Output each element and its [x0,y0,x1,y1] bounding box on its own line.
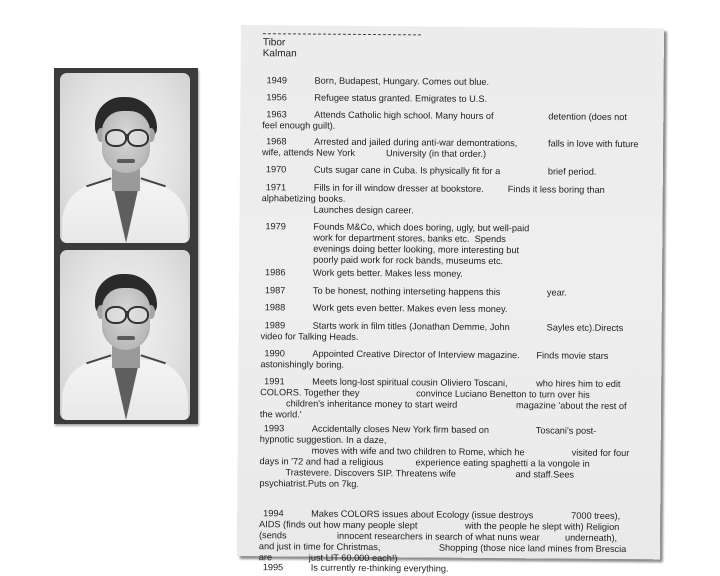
entry-year: 1993 [263,423,285,434]
timeline-entry [263,75,653,87]
entry-text-line: work for department stores, banks etc. Spends [313,232,506,245]
entry-text-line: (sends [258,530,287,541]
entry-text-line: the world.' [259,409,302,420]
timeline-entry [261,136,652,159]
entry-text-line: just LIT 60.000 each!) [308,552,398,564]
entry-year: 1949 [266,75,288,86]
entry-text-line: Refugee status granted. Emigrates to U.S. [314,92,488,104]
timeline-entry [261,285,651,298]
portrait-photo-1 [60,73,190,243]
entry-year: 1986 [265,267,286,278]
entry-text-line: Makes COLORS issues about Ecology (issue destroys [311,508,534,521]
timeline-entry [258,508,649,564]
timeline-entry [262,109,652,131]
entry-text-line: 7000 trees), [571,510,621,521]
entry-text-line: convince Luciano Benetton to turn over his [416,388,590,400]
timeline-entry [261,267,651,279]
timeline-entry [262,164,652,177]
mouth [117,159,135,163]
entry-year: 1979 [265,221,286,232]
entry-text-line: Finds it less boring than [507,184,605,195]
entry-year: 1994 [263,508,284,519]
entry-year: 1968 [266,136,287,147]
entry-year: 1987 [264,285,286,296]
timeline-entry [261,302,651,315]
entry-text-line: Arrested and jailed during anti-war demontrations, [314,136,518,149]
entry-text-line: feel enough guilt). [262,120,336,131]
glasses-bridge [125,311,129,313]
entry-text-line: falls in love with future [548,138,639,150]
entry-text-line: Born, Budapest, Hungary. Comes out blue. [314,75,490,87]
entry-text-line: Trastevere. Discovers SIP. Threatens wife [285,467,456,479]
entry-text-line: children's inheritance money to start weird [285,398,458,410]
entry-text-line: Is currently re-thinking everything. [310,562,449,574]
entry-text-line: days in '72 and had a religious [259,456,384,468]
entry-year: 1990 [264,348,285,359]
entry-year: 1970 [265,164,287,175]
entry-text-line: moves with wife and two children to Rome, which he [311,445,525,458]
entry-text-line: year. [546,287,567,298]
entry-text-line: underneath), [564,532,618,543]
entry-text-line: with the people he slept with) Religion [465,520,620,532]
entry-text-line: evenings doing better looking, more interesting but [313,243,520,256]
entry-year: 1956 [266,92,287,103]
entry-text-line: Fills in for ill window dresser at bookstore. [313,182,484,194]
timeline-entry [259,423,650,489]
entry-year: 1991 [264,376,285,387]
dashed-rule [263,33,421,35]
entry-text-line: astonishingly boring. [260,359,345,370]
entry-year: 1963 [266,109,287,120]
timeline-entry [260,348,650,370]
entry-text-line: innocent researchers in search of what nuns wear [336,530,540,543]
entry-text-line: wife, attends New York [261,147,355,158]
timeline-entry [259,376,650,420]
entry-text-line: detention (does not [548,111,628,123]
portrait-photo-2 [60,250,190,420]
entry-text-line: Attends Catholic high school. Many hours of [314,109,494,121]
timeline-entry [262,92,652,104]
entry-text-line: Cuts sugar cane in Cuba. Is physically fit for a [313,164,501,177]
entry-text-line: visited for four [571,447,630,459]
glasses-lens-right [127,129,149,147]
author-name: Tibor Kalman [262,37,297,60]
entry-text-line: and just in time for Christmas, [258,541,381,553]
entry-text-line: experience eating spaghetti a la vongole in [415,457,590,469]
entry-text-line: magazine 'about the rest of [515,400,627,412]
entry-text-line: Starts work in film titles (Jonathan Demme, John [312,320,510,333]
entry-text-line: poorly paid work for rock bands, museums etc. [313,254,504,267]
entry-text-line: are [258,552,273,563]
timeline-entry [259,562,649,574]
entry-text-line: Work gets even better. Makes even less money. [312,302,508,315]
entry-text-line: who hires him to edit [536,378,621,389]
glasses-lens-right [127,306,149,324]
entry-text-line: and staff.Sees [515,469,575,480]
entry-year: 1988 [264,302,286,313]
entry-text-line: alphabetizing books. [261,193,346,204]
glasses-lens-left [105,306,127,324]
entry-year: 1971 [265,182,287,193]
entry-year: 1995 [262,562,284,573]
entry-text-line: Founds M&Co, which does boring, ugly, but well-paid [313,221,530,234]
entry-year: 1989 [264,320,286,331]
entry-text-line: Accidentally closes New York firm based on [311,423,490,435]
entry-text-line: Appointed Creative Director of Interview magazine. [312,348,520,361]
glasses-lens-left [105,129,127,147]
entry-text-line: video for Talking Heads. [260,331,359,342]
entry-text-line: Meets long-lost spiritual cousin Oliviero Toscani, [312,376,508,389]
entry-text-line: Shopping (those nice land mines from Brescia [438,542,627,555]
entry-text-line: Toscani's post- [535,425,597,436]
entry-text-line: AIDS (finds out how many people slept [259,519,418,531]
glasses-bridge [125,134,129,136]
entry-text-line: Launches design career. [313,204,414,216]
mouth [117,336,135,340]
entry-text-line: COLORS. Together they [260,387,360,398]
entry-text-line: Finds movie stars [536,350,609,361]
timeline-entry [261,182,652,216]
timeline-entry [261,221,651,267]
entry-text-line: hypnotic suggestion. In a daze, [259,434,387,446]
entry-text-line: Sayles etc).Directs [546,322,624,334]
entry-text-line: brief period. [547,166,597,177]
entry-text-line: psychiatrist.Puts on 7kg. [259,478,360,489]
entry-text-line: Work gets better. Makes less money. [313,267,463,279]
timeline-entry [260,320,651,342]
photo-strip [54,68,198,424]
entry-text-line: University (in that order.) [385,148,487,159]
biography-document [237,25,664,574]
entry-text-line: To be honest, nothing interseting happens this [312,285,501,298]
